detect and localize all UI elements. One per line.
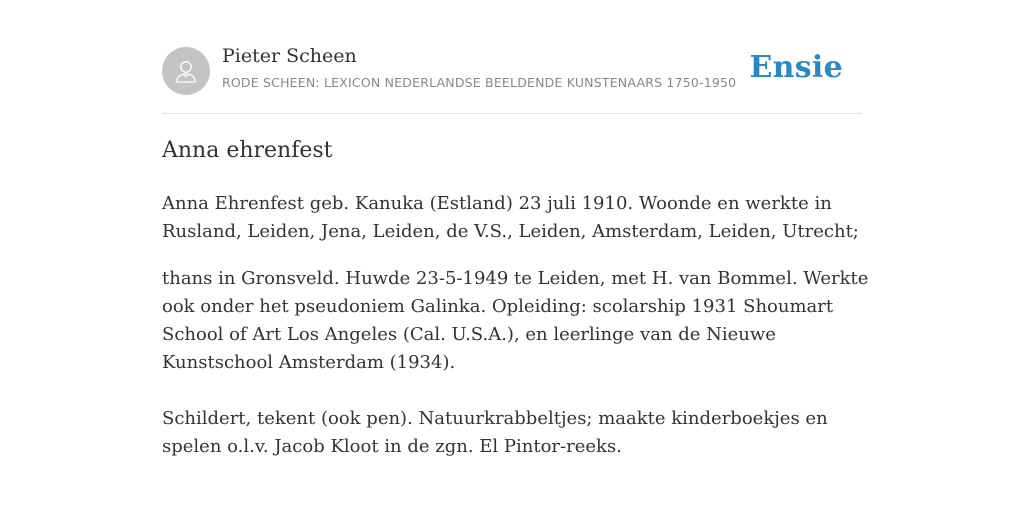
article-body — [162, 190, 872, 480]
article-header — [162, 0, 862, 114]
ensie-logo[interactable]: Ensie — [749, 50, 843, 85]
article-title: Anna ehrenfest — [162, 138, 333, 163]
author-name[interactable]: Pieter Scheen — [222, 45, 357, 67]
source-name[interactable]: RODE SCHEEN: LEXICON NEDERLANDSE BEELDENDE KUNSTENAARS 1750-1950 — [222, 75, 737, 90]
page-container — [162, 0, 869, 457]
author-avatar[interactable] — [162, 47, 210, 95]
article-paragraph: Schildert, tekent (ook pen). Natuurkrabbeltjes; maakte kinderboekjes en spelen o.l.v. Jacob Kloot in de zgn. El Pintor-reeks. — [162, 408, 828, 457]
article-paragraph: Anna Ehrenfest geb. Kanuka (Estland) 23 juli 1910. Woonde en werkte in Rusland, Leiden, Jena, Leiden, de V.S., Leiden, Amsterdam, Leiden, Utrecht; — [162, 193, 859, 242]
user-silhouette-icon — [172, 57, 200, 85]
article-paragraph: thans in Gronsveld. Huwde 23-5-1949 te Leiden, met H. van Bommel. Werkte ook onder het pseudoniem Galinka. Opleiding: scolarship 1931 Shoumart School of Art Los Angeles (Cal. U.S.A.), en leerlinge van de Nieuwe Kunstschool Amsterdam (1934). — [162, 268, 869, 373]
